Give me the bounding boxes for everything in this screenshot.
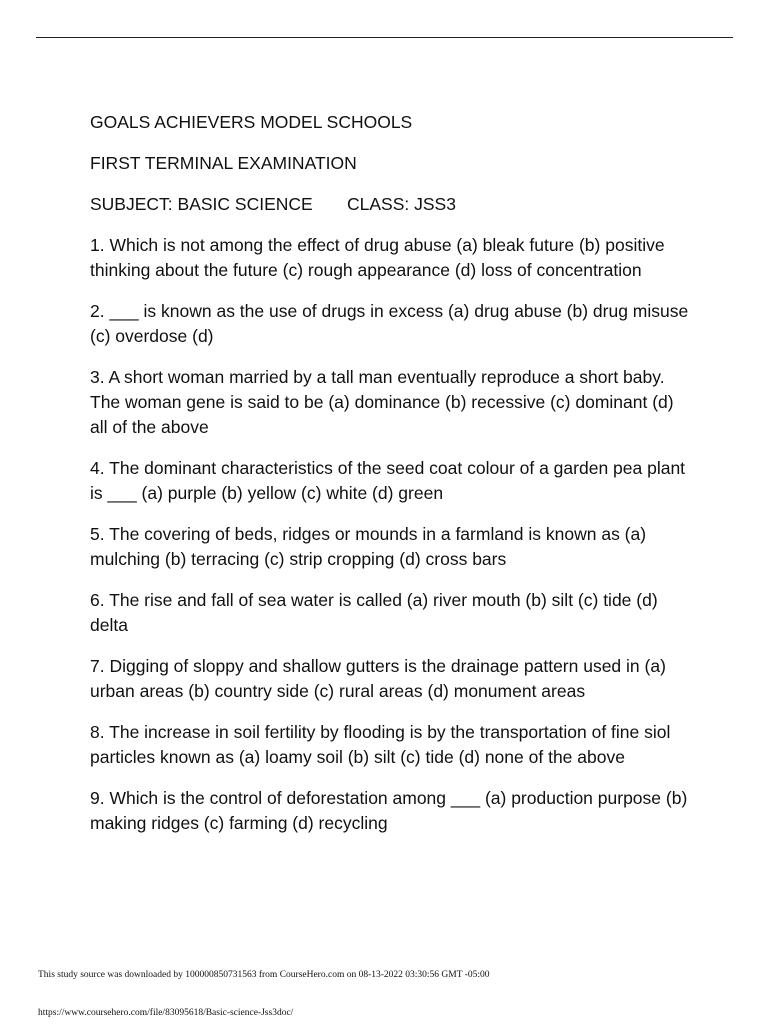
school-name: GOALS ACHIEVERS MODEL SCHOOLS	[90, 112, 413, 132]
question-6: 6. The rise and fall of sea water is called (a) river mouth (b) silt (c) tide (d) delta	[90, 590, 658, 635]
source-url[interactable]: https://www.coursehero.com/file/83095618/Basic-science-Jss3doc/	[38, 1008, 294, 1018]
question-4: 4. The dominant characteristics of the seed coat colour of a garden pea plant is ___ (a) purple (b) yellow (c) white (d) green	[90, 458, 686, 503]
question-7: 7. Digging of sloppy and shallow gutters is the drainage pattern used in (a) urban areas (b) country side (c) rural areas (d) monument areas	[90, 656, 666, 701]
question-2: 2. ___ is known as the use of drugs in excess (a) drug abuse (b) drug misuse (c) overdose (d)	[90, 301, 689, 346]
subject-class-row	[90, 192, 690, 217]
question-5: 5. The covering of beds, ridges or mounds in a farmland is known as (a) mulching (b) terracing (c) strip cropping (d) cross bars	[90, 524, 647, 569]
document-body	[90, 110, 690, 852]
question-1: 1. Which is not among the effect of drug abuse (a) bleak future (b) positive thinking about the future (c) rough appearance (d) loss of concentration	[90, 235, 665, 280]
top-divider	[36, 37, 733, 38]
question-3: 3. A short woman married by a tall man eventually reproduce a short baby. The woman gene is said to be (a) dominance (b) recessive (c) dominant (d) all of the above	[90, 367, 674, 437]
subject-label: SUBJECT: BASIC SCIENCE	[90, 194, 313, 214]
download-source-note: This study source was downloaded by 100000850731563 from CourseHero.com on 08-13-2022 03:30:56 GMT -05:00	[38, 970, 490, 980]
question-8: 8. The increase in soil fertility by flooding is by the transportation of fine siol particles known as (a) loamy soil (b) silt (c) tide (d) none of the above	[90, 722, 671, 767]
exam-title: FIRST TERMINAL EXAMINATION	[90, 153, 357, 173]
class-label: CLASS: JSS3	[347, 194, 456, 214]
question-9: 9. Which is the control of deforestation among ___ (a) production purpose (b) making ridges (c) farming (d) recycling	[90, 788, 688, 833]
